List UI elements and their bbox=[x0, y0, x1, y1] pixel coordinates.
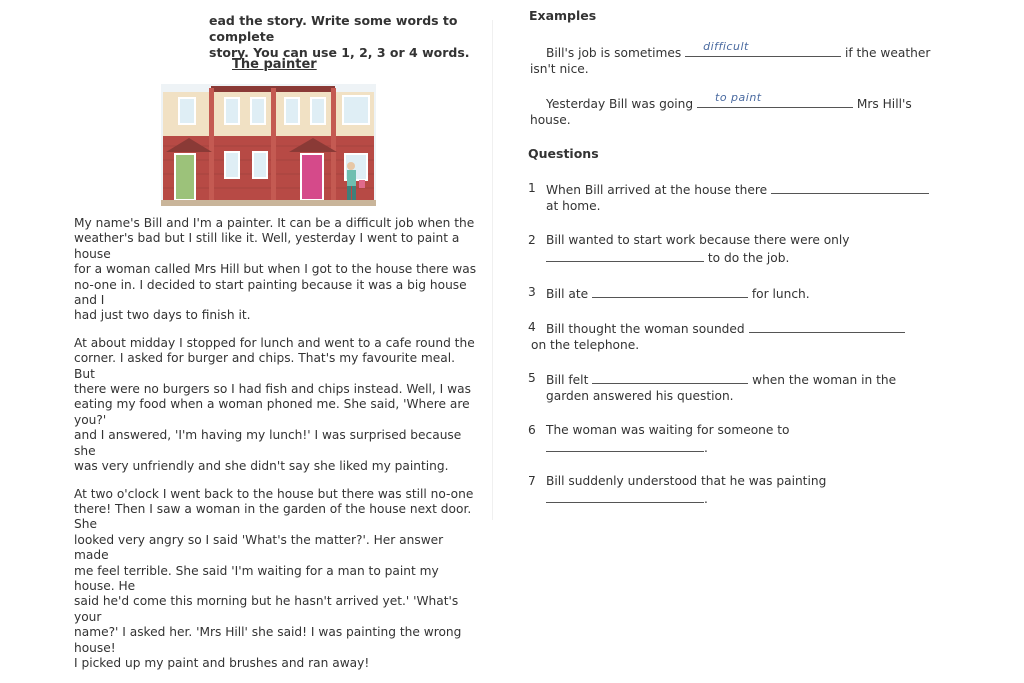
question-6-blank[interactable] bbox=[546, 439, 704, 452]
houses-illustration bbox=[161, 84, 376, 206]
examples-heading: Examples bbox=[529, 8, 597, 23]
question-1-blank[interactable] bbox=[771, 181, 929, 194]
story-title: The painter bbox=[232, 57, 317, 72]
example-1-blank: difficult bbox=[685, 44, 841, 57]
question-6: 6 The woman was waiting for someone to . bbox=[528, 423, 790, 455]
story-paragraph-3: At two o'clock I went back to the house but there was still no-one there! Then I saw a woman in the garden of the house next door. She looked very angry so I said 'What's the matter?'. Her answer made me feel terrible. She said 'I'm waiting for a man to paint my house. He said he'd come this morning but he hasn't arrived yet.' 'What's your name?' I asked her. 'Mrs Hill' she said! I was painting the wrong house! I picked up my paint and brushes and ran away! bbox=[74, 486, 474, 670]
question-5-blank[interactable] bbox=[592, 371, 748, 384]
instructions: ead the story. Write some words to complete story. You can use 1, 2, 3 or 4 words. bbox=[209, 13, 470, 60]
question-4: 4 Bill thought the woman sounded on the telephone. bbox=[546, 320, 936, 353]
story-paragraph-1: My name's Bill and I'm a painter. It can be a difficult job when the weather's bad but I still like it. Well, yesterday I went to paint a house for a woman called Mrs Hill but when I got to the house there was no-one in. I decided to start painting because it was a big house and I had just two days to finish it. bbox=[74, 216, 477, 323]
example-1: Bill's job is sometimes difficult if the weather isn't nice. bbox=[530, 40, 931, 76]
question-4-blank[interactable] bbox=[749, 320, 905, 333]
example-2-blank: to paint bbox=[697, 95, 853, 108]
question-3-blank[interactable] bbox=[592, 285, 748, 298]
questions-heading: Questions bbox=[528, 146, 599, 161]
story-paragraph-2: At about midday I stopped for lunch and went to a cafe round the corner. I asked for burger and chips. That's my favourite meal. But there were no burgers so I had fish and chips instead. Well, I was eating my food when a woman phoned me. She said, 'Where are you?' and I answered, 'I'm having my lunch!' I was surprised because she was very unfriendly and she didn't say she liked my painting. bbox=[74, 335, 475, 474]
question-3: 3 Bill ate for lunch. bbox=[528, 285, 810, 301]
question-1: 1 When Bill arrived at the house there at home. bbox=[546, 181, 936, 214]
page-divider bbox=[492, 20, 493, 520]
story-text bbox=[74, 216, 479, 683]
question-2: 2 Bill wanted to start work because there were only to do the job. bbox=[528, 233, 850, 265]
question-5: 5 Bill felt when the woman in the garden answered his question. bbox=[528, 371, 897, 403]
question-7: 7 Bill suddenly understood that he was painting . bbox=[528, 474, 827, 506]
question-7-blank[interactable] bbox=[546, 490, 704, 503]
example-2: Yesterday Bill was going to paint Mrs Hill's house. bbox=[530, 91, 912, 127]
question-2-blank[interactable] bbox=[546, 249, 704, 262]
